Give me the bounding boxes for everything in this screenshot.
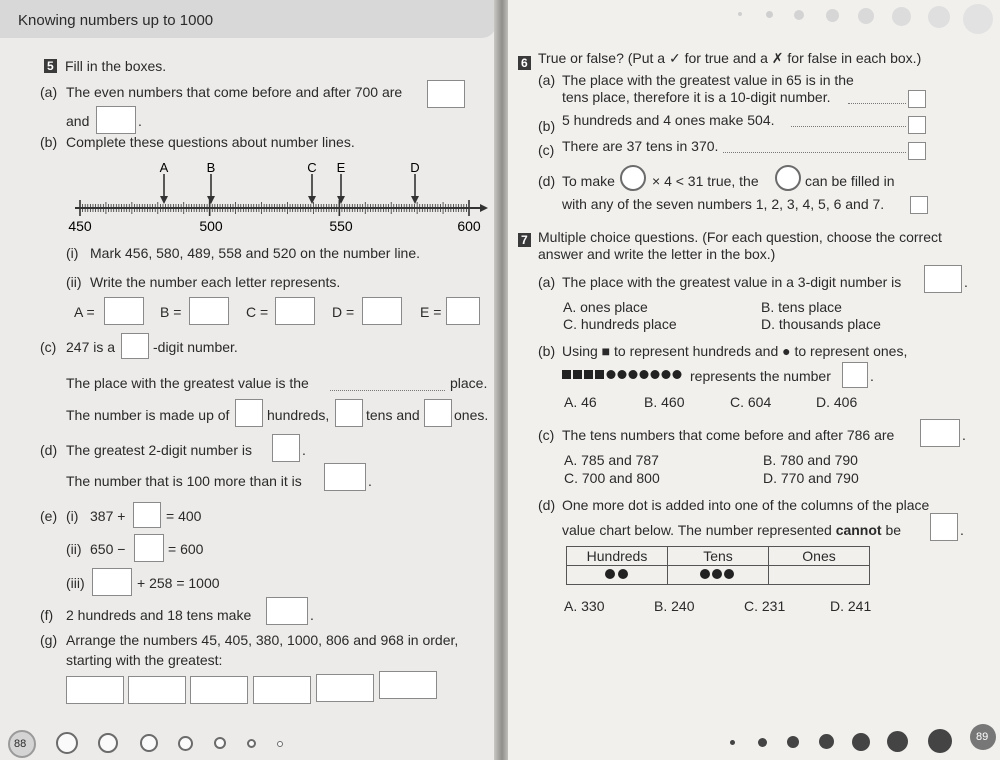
q6d-circle-1[interactable] xyxy=(620,165,646,191)
q7a-end: . xyxy=(964,274,968,290)
tick-label-500: 500 xyxy=(199,218,223,234)
q7b-line2: represents the number xyxy=(690,368,831,384)
q7d-label: (d) xyxy=(538,497,556,513)
q5c-tens: tens and xyxy=(366,407,420,423)
header-dot-8 xyxy=(963,4,993,34)
q7d-option-d[interactable]: D. 241 xyxy=(830,598,872,614)
q5b-text: Complete these questions about number lines. xyxy=(66,134,355,150)
q7c-option-d[interactable]: D. 770 and 790 xyxy=(763,470,859,486)
q5a-and: and xyxy=(66,113,90,129)
q7b-option-b[interactable]: B. 460 xyxy=(644,394,685,410)
q5b-i-label: (i) xyxy=(66,245,79,261)
q5a-answer-box-2[interactable] xyxy=(96,106,136,134)
footer-circle-1 xyxy=(56,732,78,754)
q5c-hundreds-box[interactable] xyxy=(235,399,263,427)
q6d-circle-2[interactable] xyxy=(775,165,801,191)
eq-d-label: D = xyxy=(332,304,355,320)
ones-dot-2 xyxy=(618,370,627,379)
q6d-text3: can be filled in xyxy=(805,173,895,189)
q6b-dots xyxy=(791,126,906,127)
q6c-text: There are 37 tens in 370. xyxy=(562,138,719,154)
hundreds-square-3 xyxy=(584,370,593,379)
q6c-dots xyxy=(723,152,906,153)
question-number-7: 7 xyxy=(518,233,531,247)
q7c-option-c[interactable]: C. 700 and 800 xyxy=(564,470,660,486)
ones-dot-7 xyxy=(673,370,682,379)
hundreds-square-2 xyxy=(573,370,582,379)
pv-header-tens: Tens xyxy=(668,547,769,566)
page-header: Knowing numbers up to 1000 xyxy=(18,12,214,29)
q5c-label: (c) xyxy=(40,339,57,355)
q5b-ii-text: Write the number each letter represents. xyxy=(90,274,341,290)
hundreds-square-4 xyxy=(595,370,604,379)
q5e-ii-b: = 600 xyxy=(168,541,204,557)
q5e-label: (e) xyxy=(40,508,58,524)
q7a-answer-box[interactable] xyxy=(924,265,962,293)
q5c-line2b: place. xyxy=(450,375,488,391)
q5c-line2a: The place with the greatest value is the xyxy=(66,375,309,391)
q6d-text1: To make xyxy=(562,173,615,189)
page-number-left: 88 xyxy=(14,738,27,750)
ones-dot-5 xyxy=(651,370,660,379)
q5-title: Fill in the boxes. xyxy=(65,58,167,74)
q5e-ii-box[interactable] xyxy=(134,534,164,562)
header-dot-3 xyxy=(794,10,804,20)
order-box-2[interactable] xyxy=(128,676,186,704)
q5b-label: (b) xyxy=(40,134,58,150)
footer-dot-4 xyxy=(819,734,834,749)
q5b-ii-label: (ii) xyxy=(66,274,82,290)
q5f-text: 2 hundreds and 18 tens make xyxy=(66,607,252,623)
q7a-label: (a) xyxy=(538,274,556,290)
header-dot-7 xyxy=(928,6,950,28)
q5c-answer-line[interactable] xyxy=(330,390,445,391)
footer-circle-6 xyxy=(247,739,256,748)
q5a-label: (a) xyxy=(40,84,58,100)
q7d-cannot: cannot xyxy=(835,522,882,538)
q7b-label: (b) xyxy=(538,343,556,359)
q5c-ones-box[interactable] xyxy=(424,399,452,427)
ones-dot-6 xyxy=(662,370,671,379)
q5f-box[interactable] xyxy=(266,597,308,625)
q6a-label: (a) xyxy=(538,72,556,88)
q7a-text: The place with the greatest value in a 3-digit number is xyxy=(562,274,902,290)
q6a-dots xyxy=(848,103,906,104)
q5b-i-text: Mark 456, 580, 489, 558 and 520 on the number line. xyxy=(90,245,421,261)
letter-arrow-e xyxy=(337,174,345,204)
q5e-i-a: 387 + xyxy=(90,508,126,524)
q7d-end: . xyxy=(960,522,964,538)
q7c-end: . xyxy=(962,427,966,443)
q6d-box[interactable] xyxy=(910,196,928,214)
q5c-line3a: The number is made up of xyxy=(66,407,230,423)
q5e-iii-box[interactable] xyxy=(92,568,132,596)
q7a-option-a[interactable]: A. ones place xyxy=(563,299,648,315)
footer-circle-3 xyxy=(140,734,158,752)
right-page xyxy=(508,0,1000,760)
letter-arrow-d xyxy=(411,174,419,204)
q7c-text: The tens numbers that come before and after 786 are xyxy=(562,427,895,443)
q5a-text: The even numbers that come before and after 700 are xyxy=(66,84,403,100)
q5a-answer-box-1[interactable] xyxy=(427,80,465,108)
q7d-option-b[interactable]: B. 240 xyxy=(654,598,695,614)
q7b-text: Using ■ to represent hundreds and ● to represent ones, xyxy=(562,343,908,359)
letter-a: A xyxy=(159,160,169,175)
header-dot-5 xyxy=(858,8,874,24)
footer-dot-3 xyxy=(787,736,799,748)
q6b-text: 5 hundreds and 4 ones make 504. xyxy=(562,112,775,128)
q5d-end: . xyxy=(302,442,306,458)
q6d-label: (d) xyxy=(538,173,556,189)
q7d-option-a[interactable]: A. 330 xyxy=(564,598,605,614)
q7c-option-a[interactable]: A. 785 and 787 xyxy=(564,452,659,468)
q6b-box[interactable] xyxy=(908,116,926,134)
letter-e: E xyxy=(336,160,346,175)
q5c-tens-box[interactable] xyxy=(335,399,363,427)
q5c-ones: ones. xyxy=(454,407,489,423)
footer-circle-2 xyxy=(98,733,118,753)
answer-box-e[interactable] xyxy=(446,297,480,325)
q7b-option-d[interactable]: D. 406 xyxy=(816,394,858,410)
eq-e-label: E = xyxy=(420,304,442,320)
hundreds-square-1 xyxy=(562,370,571,379)
q5g-text2: starting with the greatest: xyxy=(66,652,223,668)
q5d-box-2[interactable] xyxy=(324,463,366,491)
footer-dot-2 xyxy=(758,738,767,747)
answer-box-b[interactable] xyxy=(189,297,229,325)
hundreds-dots xyxy=(602,568,632,580)
tick-label-450: 450 xyxy=(68,218,92,234)
q7-title: Multiple choice questions. (For each question, choose the correct xyxy=(538,229,942,245)
place-value-chart xyxy=(566,546,870,585)
eq-b-label: B = xyxy=(160,304,182,320)
q7d-answer-box[interactable] xyxy=(930,513,958,541)
q5g-text: Arrange the numbers 45, 405, 380, 1000, 806 and 968 in order, xyxy=(66,632,459,648)
q5d-text: The greatest 2-digit number is xyxy=(66,442,252,458)
q7b-option-a[interactable]: A. 46 xyxy=(564,394,597,410)
letter-d: D xyxy=(410,160,420,175)
footer-circle-5 xyxy=(214,737,226,749)
question-number-5: 5 xyxy=(44,59,57,73)
q7c-answer-box[interactable] xyxy=(920,419,960,447)
pv-header-hundreds: Hundreds xyxy=(567,547,668,566)
q5e-iii-b: + 258 = 1000 xyxy=(137,575,220,591)
eq-c-label: C = xyxy=(246,304,269,320)
q6-title: True or false? (Put a ✓ for true and a ✗ for false in each box.) xyxy=(538,50,922,66)
tick-label-550: 550 xyxy=(329,218,353,234)
q7-title2: answer and write the letter in the box.) xyxy=(538,246,776,262)
q7b-answer-box[interactable] xyxy=(842,362,868,388)
order-box-6[interactable] xyxy=(379,671,437,699)
q7b-option-c[interactable]: C. 604 xyxy=(730,394,772,410)
letter-arrow-b xyxy=(207,174,215,204)
page-number-right: 89 xyxy=(976,731,989,743)
answer-box-a[interactable] xyxy=(104,297,144,325)
letter-arrow-a xyxy=(160,174,168,204)
tens-dots xyxy=(698,568,738,580)
order-box-5[interactable] xyxy=(316,674,374,702)
q7a-option-c[interactable]: C. hundreds place xyxy=(563,316,677,332)
footer-dot-6 xyxy=(887,731,908,752)
q7b-end: . xyxy=(870,368,874,384)
pv-cell-hundreds[interactable] xyxy=(567,566,668,585)
q5f-label: (f) xyxy=(40,607,54,623)
q6b-label: (b) xyxy=(538,118,556,134)
footer-dot-7 xyxy=(928,729,952,753)
q5c-digit-box[interactable] xyxy=(121,333,149,359)
q5c-text1: 247 is a xyxy=(66,339,116,355)
tick-label-600: 600 xyxy=(457,218,481,234)
q5e-ii-label: (ii) xyxy=(66,541,82,557)
q5e-i-label: (i) xyxy=(66,508,79,524)
ones-dot-4 xyxy=(640,370,649,379)
footer-dot-5 xyxy=(852,733,870,751)
letter-b: B xyxy=(206,160,216,175)
footer-circle-7 xyxy=(277,741,283,747)
q7c-option-b[interactable]: B. 780 and 790 xyxy=(763,452,858,468)
q5d-line2: The number that is 100 more than it is xyxy=(66,473,302,489)
number-line-arrowhead xyxy=(480,204,488,212)
q7a-option-d[interactable]: D. thousands place xyxy=(761,316,881,332)
header-dot-1 xyxy=(738,12,742,16)
q5e-ii-a: 650 − xyxy=(90,541,126,557)
q7d-text: One more dot is added into one of the columns of the place xyxy=(562,497,930,513)
q7c-label: (c) xyxy=(538,427,555,443)
q6c-label: (c) xyxy=(538,142,555,158)
q7a-option-b[interactable]: B. tens place xyxy=(761,299,842,315)
q5c-hundreds: hundreds, xyxy=(267,407,330,423)
letter-arrow-c xyxy=(308,174,316,204)
number-line xyxy=(60,158,490,238)
pv-header-ones: Ones xyxy=(769,547,870,566)
order-box-4[interactable] xyxy=(253,676,311,704)
order-box-1[interactable] xyxy=(66,676,124,704)
q7d-text2 xyxy=(562,522,901,538)
header-dot-4 xyxy=(826,9,839,22)
q5d-box-1[interactable] xyxy=(272,434,300,462)
q6d-text2: × 4 < 31 true, the xyxy=(652,173,759,189)
q5a-end: . xyxy=(138,113,142,129)
q6c-box[interactable] xyxy=(908,142,926,160)
ones-dot-3 xyxy=(629,370,638,379)
q7d-be: be xyxy=(885,522,902,538)
q5d-label: (d) xyxy=(40,442,58,458)
q6d-text4: with any of the seven numbers 1, 2, 3, 4, 5, 6 and 7. xyxy=(562,196,885,212)
answer-box-d[interactable] xyxy=(362,297,402,325)
q6a-box[interactable] xyxy=(908,90,926,108)
q5e-i-box[interactable] xyxy=(133,502,161,528)
q5e-iii-label: (iii) xyxy=(66,575,85,591)
q6a-text: The place with the greatest value in 65 is in the xyxy=(562,72,854,88)
q7d-text2-main: value chart below. The number represented xyxy=(562,522,832,538)
order-box-3[interactable] xyxy=(190,676,248,704)
footer-circle-4 xyxy=(178,736,193,751)
eq-a-label: A = xyxy=(74,304,95,320)
pv-cell-tens[interactable] xyxy=(668,566,769,585)
q7b-shape-sequence xyxy=(562,368,688,382)
header-dot-2 xyxy=(766,11,773,18)
question-number-6: 6 xyxy=(518,56,531,70)
q5g-label: (g) xyxy=(40,632,58,648)
q5c-text2: -digit number. xyxy=(153,339,238,355)
q6a-text2: tens place, therefore it is a 10-digit number. xyxy=(562,89,831,105)
q7d-option-c[interactable]: C. 231 xyxy=(744,598,786,614)
letter-c: C xyxy=(307,160,317,175)
answer-box-c[interactable] xyxy=(275,297,315,325)
q5e-i-b: = 400 xyxy=(166,508,202,524)
left-page xyxy=(0,0,496,760)
q5f-end: . xyxy=(310,607,314,623)
footer-dot-1 xyxy=(730,740,735,745)
q5d-line2-end: . xyxy=(368,473,372,489)
ones-dot-1 xyxy=(607,370,616,379)
header-dot-6 xyxy=(892,7,911,26)
pv-cell-ones[interactable] xyxy=(769,566,870,585)
